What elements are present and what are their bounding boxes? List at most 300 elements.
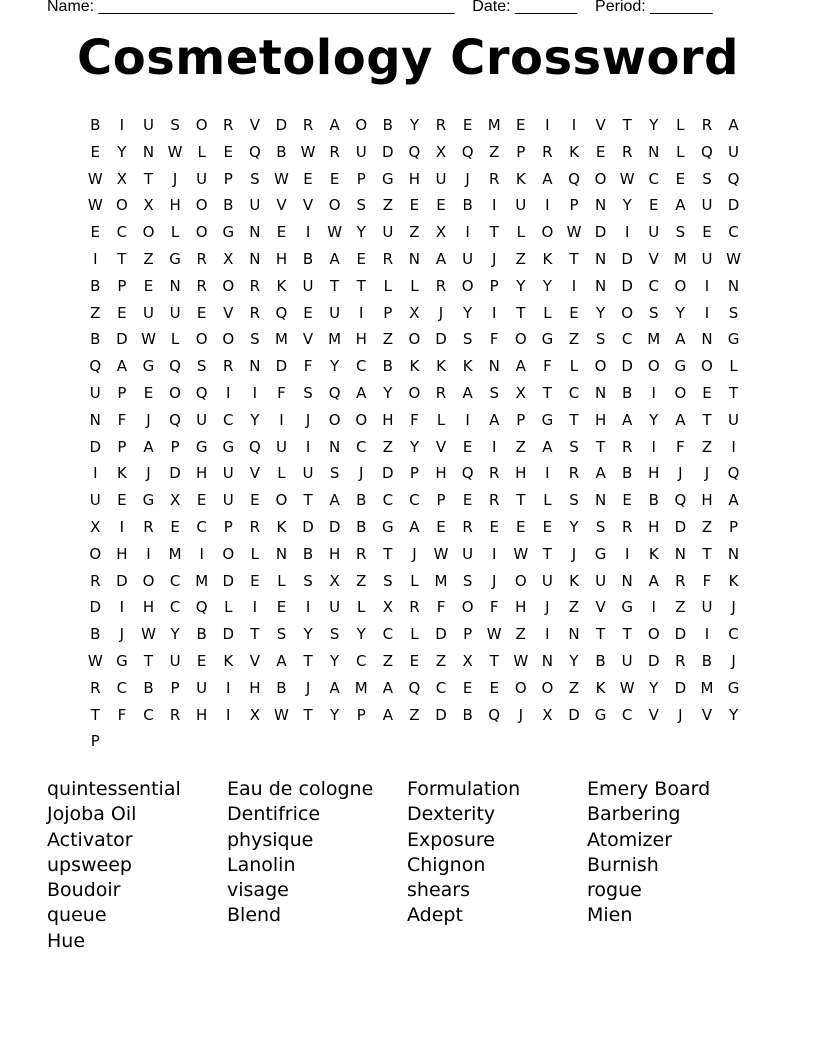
grid-letter: W xyxy=(513,651,529,670)
grid-letter: I xyxy=(571,276,577,295)
grid-letter: Z xyxy=(409,223,420,242)
grid-letter: E xyxy=(329,169,340,188)
grid-letter: D xyxy=(674,517,687,536)
grid-letter: A xyxy=(462,383,473,402)
grid-letter: Y xyxy=(170,625,180,644)
grid-letter: D xyxy=(435,625,447,644)
grid-letter: R xyxy=(223,357,234,376)
grid-letter: X xyxy=(542,705,553,724)
grid-letter: J xyxy=(119,625,125,644)
grid-letter: J xyxy=(172,169,178,188)
word-list-item: Exposure xyxy=(407,828,495,851)
grid-letter: E xyxy=(196,491,207,510)
grid-letter: A xyxy=(276,651,287,670)
grid-letter: O xyxy=(621,303,634,322)
grid-letter: S xyxy=(595,517,606,536)
grid-letter: Z xyxy=(90,303,101,322)
grid-letter: K xyxy=(276,517,287,536)
grid-letter: R xyxy=(302,116,314,134)
grid-letter: D xyxy=(674,625,687,644)
grid-letter: Q xyxy=(408,142,421,161)
grid-letter: R xyxy=(542,142,553,161)
grid-letter: B xyxy=(622,464,633,483)
grid-letter: I xyxy=(119,116,125,134)
word-list-item: physique xyxy=(227,828,314,851)
grid-letter: O xyxy=(674,383,687,402)
grid-letter: C xyxy=(621,330,633,349)
grid-letter: Z xyxy=(489,142,500,161)
word-list-item: Lanolin xyxy=(227,853,296,876)
grid-letter: E xyxy=(649,196,659,215)
grid-letter: Z xyxy=(515,437,526,456)
grid-letter: Z xyxy=(701,517,713,536)
grid-letter: Y xyxy=(649,678,659,697)
grid-letter: A xyxy=(542,169,553,188)
grid-letter: T xyxy=(250,625,260,644)
grid-letter: N xyxy=(408,249,421,268)
grid-letter: S xyxy=(303,383,313,402)
grid-letter: S xyxy=(649,303,659,322)
grid-letter: O xyxy=(328,410,341,429)
grid-letter: T xyxy=(622,116,632,134)
grid-letter: D xyxy=(302,517,314,536)
grid-letter: F xyxy=(489,330,499,349)
grid-letter: I xyxy=(624,223,630,242)
grid-letter: U xyxy=(89,491,101,510)
grid-letter: D xyxy=(435,705,447,724)
grid-letter: S xyxy=(170,116,180,134)
grid-letter: E xyxy=(276,598,287,617)
grid-letter: C xyxy=(196,517,207,536)
grid-letter: K xyxy=(515,169,526,188)
grid-letter: E xyxy=(516,517,526,536)
grid-letter: T xyxy=(90,705,100,724)
grid-letter: E xyxy=(170,517,180,536)
grid-letter: R xyxy=(568,464,580,483)
grid-letter: U xyxy=(302,276,314,295)
grid-letter: B xyxy=(356,517,367,536)
grid-letter: W xyxy=(141,625,156,644)
grid-letter: T xyxy=(595,625,606,644)
grid-letter: Z xyxy=(568,598,580,617)
grid-letter: V xyxy=(701,705,713,724)
grid-letter: Y xyxy=(728,705,739,724)
grid-letter: X xyxy=(409,303,420,322)
grid-letter: W xyxy=(327,223,343,242)
grid-letter: Q xyxy=(727,169,740,188)
grid-letter: Q xyxy=(674,491,687,510)
grid-letter: E xyxy=(303,303,313,322)
grid-letter: P xyxy=(117,383,127,402)
grid-letter: E xyxy=(702,223,712,242)
grid-letter: V xyxy=(435,437,447,456)
word-list-item: Formulation xyxy=(407,778,521,800)
grid-letter: C xyxy=(223,410,234,429)
grid-letter: U xyxy=(728,410,740,429)
grid-letter: N xyxy=(594,249,607,268)
grid-letter: P xyxy=(516,142,526,161)
grid-letter: A xyxy=(542,437,553,456)
grid-letter: P xyxy=(223,517,233,536)
grid-letter: N xyxy=(249,223,261,242)
grid-letter: Y xyxy=(649,410,659,429)
grid-letter: R xyxy=(90,678,101,697)
grid-letter: O xyxy=(355,116,368,134)
grid-letter: R xyxy=(196,249,207,268)
grid-letter: C xyxy=(169,598,181,617)
grid-letter: O xyxy=(461,598,474,617)
grid-letter: O xyxy=(222,276,235,295)
grid-letter: B xyxy=(622,383,633,402)
grid-letter: J xyxy=(412,544,417,563)
grid-letter: C xyxy=(116,678,128,697)
grid-letter: C xyxy=(143,705,154,724)
grid-letter: F xyxy=(543,357,552,376)
grid-letter: J xyxy=(731,598,736,617)
grid-letter: R xyxy=(462,517,473,536)
grid-letter: A xyxy=(648,571,659,590)
grid-letter: T xyxy=(595,437,606,456)
word-list-item: rogue xyxy=(587,879,642,902)
word-list-item: Burnish xyxy=(587,853,659,876)
grid-letter: J xyxy=(678,705,683,724)
grid-letter: J xyxy=(704,464,710,483)
grid-letter: G xyxy=(222,223,235,242)
grid-letter: X xyxy=(249,705,260,724)
grid-letter: W xyxy=(566,223,582,242)
grid-letter: V xyxy=(302,196,314,215)
grid-letter: E xyxy=(250,571,260,590)
grid-letter: X xyxy=(223,249,234,268)
grid-letter: T xyxy=(542,383,552,402)
grid-letter: S xyxy=(329,625,340,644)
letter-grid xyxy=(82,112,747,755)
grid-letter: D xyxy=(382,142,394,161)
grid-letter: S xyxy=(462,571,473,590)
grid-letter: I xyxy=(704,625,710,644)
grid-letter: G xyxy=(727,678,740,697)
grid-letter: J xyxy=(359,464,364,483)
grid-letter: O xyxy=(328,196,341,215)
grid-letter: O xyxy=(514,330,527,349)
grid-letter: N xyxy=(674,544,686,563)
grid-letter: R xyxy=(356,544,367,563)
grid-letter: X xyxy=(515,383,526,402)
grid-letter: E xyxy=(143,383,154,402)
grid-letter: E xyxy=(117,491,127,510)
grid-letter: Q xyxy=(89,357,102,376)
grid-letter: C xyxy=(169,571,181,590)
grid-letter: R xyxy=(621,437,633,456)
grid-letter: T xyxy=(356,276,366,295)
grid-letter: N xyxy=(594,383,607,402)
grid-letter: R xyxy=(249,276,261,295)
grid-letter: L xyxy=(436,410,446,429)
grid-letter: Q xyxy=(408,678,421,697)
grid-letter: U xyxy=(701,598,713,617)
grid-letter: T xyxy=(569,410,579,429)
grid-letter: U xyxy=(329,303,341,322)
grid-letter: W xyxy=(87,196,103,215)
grid-letter: Q xyxy=(488,705,501,724)
page-title: Cosmetology Crossword xyxy=(77,30,739,86)
grid-letter: D xyxy=(89,598,102,617)
grid-letter: A xyxy=(329,491,340,510)
grid-letter: I xyxy=(93,464,98,483)
grid-letter: W xyxy=(87,651,103,670)
grid-letter: V xyxy=(249,651,260,670)
grid-letter: I xyxy=(491,196,497,215)
grid-letter: F xyxy=(303,357,313,376)
grid-letter: K xyxy=(648,544,659,563)
grid-letter: B xyxy=(356,491,367,510)
grid-letter: P xyxy=(170,678,180,697)
grid-letter: A xyxy=(728,491,739,510)
grid-letter: I xyxy=(119,598,125,617)
grid-letter: M xyxy=(328,330,342,349)
grid-letter: H xyxy=(116,544,128,563)
grid-letter: D xyxy=(89,437,102,456)
grid-letter: G xyxy=(195,437,208,456)
grid-letter: P xyxy=(170,437,180,456)
grid-letter: U xyxy=(541,571,553,590)
grid-letter: S xyxy=(702,169,712,188)
grid-letter: S xyxy=(356,196,366,215)
grid-letter: I xyxy=(624,544,630,563)
grid-letter: D xyxy=(594,223,607,242)
grid-letter: T xyxy=(117,249,127,268)
grid-letter: R xyxy=(382,249,394,268)
grid-letter: N xyxy=(594,491,607,510)
grid-letter: R xyxy=(488,491,500,510)
grid-letter: B xyxy=(382,357,393,376)
grid-letter: P xyxy=(463,625,473,644)
grid-letter: W xyxy=(87,169,103,188)
grid-letter: K xyxy=(569,571,579,590)
grid-letter: P xyxy=(383,303,393,322)
grid-letter: G xyxy=(382,169,394,188)
grid-letter: I xyxy=(545,464,550,483)
grid-letter: U xyxy=(302,464,314,483)
grid-letter: N xyxy=(142,142,155,161)
grid-letter: S xyxy=(489,383,499,402)
grid-letter: E xyxy=(90,142,101,161)
grid-letter: J xyxy=(438,303,444,322)
grid-letter: E xyxy=(90,223,101,242)
grid-letter: Q xyxy=(195,598,208,617)
grid-letter: U xyxy=(169,651,181,670)
grid-letter: N xyxy=(541,651,553,670)
grid-letter: Y xyxy=(303,625,313,644)
grid-letter: E xyxy=(462,116,473,134)
grid-letter: W xyxy=(513,544,529,563)
grid-letter: U xyxy=(701,249,713,268)
grid-letter: E xyxy=(622,491,632,510)
grid-letter: D xyxy=(328,517,341,536)
grid-letter: Y xyxy=(649,116,659,134)
grid-letter: E xyxy=(276,223,287,242)
grid-letter: M xyxy=(168,544,182,563)
grid-letter: T xyxy=(622,625,632,644)
grid-letter: B xyxy=(302,249,314,268)
grid-letter: L xyxy=(170,330,180,349)
grid-letter: S xyxy=(250,330,260,349)
grid-letter: E xyxy=(595,142,606,161)
grid-letter: E xyxy=(250,491,260,510)
grid-letter: O xyxy=(169,383,181,402)
grid-letter: E xyxy=(196,651,207,670)
grid-letter: K xyxy=(436,357,446,376)
grid-letter: H xyxy=(701,491,713,510)
grid-letter: E xyxy=(516,116,526,134)
grid-letter: F xyxy=(676,437,685,456)
grid-letter: X xyxy=(435,223,447,242)
grid-letter: C xyxy=(382,491,394,510)
word-list-item: Adept xyxy=(407,904,463,927)
grid-letter: S xyxy=(383,571,393,590)
grid-letter: J xyxy=(146,410,151,429)
grid-letter: L xyxy=(676,142,685,161)
grid-letter: K xyxy=(276,276,287,295)
grid-letter: T xyxy=(702,544,712,563)
grid-letter: F xyxy=(117,410,127,429)
grid-letter: U xyxy=(196,410,208,429)
grid-letter: E xyxy=(542,517,553,536)
grid-letter: S xyxy=(675,223,686,242)
grid-letter: I xyxy=(731,437,736,456)
grid-letter: R xyxy=(169,705,181,724)
grid-letter: F xyxy=(702,571,712,590)
grid-letter: N xyxy=(275,544,288,563)
grid-letter: P xyxy=(569,196,579,215)
word-list-item: Dentifrice xyxy=(227,803,321,826)
grid-letter: M xyxy=(647,330,661,349)
grid-letter: N xyxy=(701,330,713,349)
word-list-item: quintessential xyxy=(47,778,181,800)
grid-letter: D xyxy=(621,276,633,295)
grid-letter: D xyxy=(116,330,128,349)
grid-letter: P xyxy=(729,517,739,536)
grid-letter: M xyxy=(274,330,288,349)
grid-letter: J xyxy=(491,571,497,590)
grid-letter: G xyxy=(541,410,554,429)
grid-letter: Q xyxy=(701,142,713,161)
grid-letter: H xyxy=(196,705,208,724)
grid-letter: H xyxy=(249,678,261,697)
grid-letter: T xyxy=(143,169,154,188)
grid-letter: U xyxy=(222,491,234,510)
grid-letter: T xyxy=(489,651,499,670)
grid-letter: D xyxy=(621,249,633,268)
grid-letter: E xyxy=(223,142,233,161)
grid-letter: O xyxy=(195,330,208,349)
grid-letter: K xyxy=(462,357,473,376)
grid-letter: A xyxy=(675,410,686,429)
grid-letter: O xyxy=(275,491,288,510)
grid-letter: B xyxy=(648,491,659,510)
grid-letter: H xyxy=(648,517,660,536)
grid-letter: U xyxy=(701,196,713,215)
grid-letter: I xyxy=(651,598,656,617)
grid-letter: I xyxy=(491,437,497,456)
grid-letter: R xyxy=(90,571,101,590)
grid-letter: S xyxy=(462,330,473,349)
grid-letter: L xyxy=(197,142,206,161)
grid-letter: D xyxy=(727,196,740,215)
grid-letter: Q xyxy=(248,437,261,456)
grid-letter: K xyxy=(569,142,579,161)
grid-letter: A xyxy=(329,116,340,134)
grid-letter: D xyxy=(382,464,394,483)
grid-letter: Q xyxy=(248,142,261,161)
grid-letter: U xyxy=(142,116,154,134)
grid-letter: G xyxy=(541,330,554,349)
grid-letter: O xyxy=(594,169,607,188)
grid-letter: Y xyxy=(569,651,579,670)
grid-letter: K xyxy=(223,651,234,670)
grid-letter: Q xyxy=(461,464,474,483)
grid-letter: I xyxy=(199,544,204,563)
grid-letter: D xyxy=(674,678,687,697)
grid-letter: N xyxy=(329,437,341,456)
grid-letter: E xyxy=(436,517,446,536)
grid-letter: O xyxy=(514,571,527,590)
grid-letter: G xyxy=(169,249,181,268)
grid-letter: T xyxy=(516,491,526,510)
grid-letter: L xyxy=(543,491,552,510)
grid-letter: X xyxy=(116,169,128,188)
grid-letter: D xyxy=(621,357,633,376)
grid-letter: I xyxy=(491,544,497,563)
grid-letter: U xyxy=(169,303,181,322)
grid-letter: A xyxy=(329,678,340,697)
grid-letter: Q xyxy=(568,169,580,188)
grid-letter: O xyxy=(355,410,368,429)
grid-letter: Z xyxy=(382,196,393,215)
grid-letter: H xyxy=(435,464,447,483)
grid-letter: D xyxy=(222,571,235,590)
grid-letter: F xyxy=(436,598,446,617)
grid-letter: I xyxy=(465,223,470,242)
grid-letter: W xyxy=(433,544,449,563)
grid-letter: Z xyxy=(568,330,580,349)
grid-letter: Q xyxy=(727,464,740,483)
grid-letter: I xyxy=(571,116,577,134)
grid-letter: M xyxy=(487,116,501,134)
grid-letter: W xyxy=(274,169,289,188)
grid-letter: V xyxy=(276,196,287,215)
grid-letter: O xyxy=(461,276,474,295)
grid-letter: I xyxy=(545,196,550,215)
grid-letter: Q xyxy=(275,303,288,322)
word-list-item: Emery Board xyxy=(587,778,711,800)
grid-letter: A xyxy=(489,410,500,429)
grid-letter: I xyxy=(146,544,151,563)
grid-letter: K xyxy=(728,571,739,590)
grid-letter: Z xyxy=(515,249,526,268)
grid-letter: D xyxy=(222,625,235,644)
grid-letter: R xyxy=(675,651,686,670)
grid-letter: J xyxy=(305,410,311,429)
grid-letter: U xyxy=(435,169,447,188)
grid-letter: Y xyxy=(117,142,127,161)
grid-letter: I xyxy=(545,625,550,644)
grid-letter: O xyxy=(195,223,208,242)
grid-letter: E xyxy=(569,303,579,322)
grid-letter: N xyxy=(621,571,633,590)
grid-letter: U xyxy=(355,142,367,161)
grid-letter: O xyxy=(647,357,660,376)
